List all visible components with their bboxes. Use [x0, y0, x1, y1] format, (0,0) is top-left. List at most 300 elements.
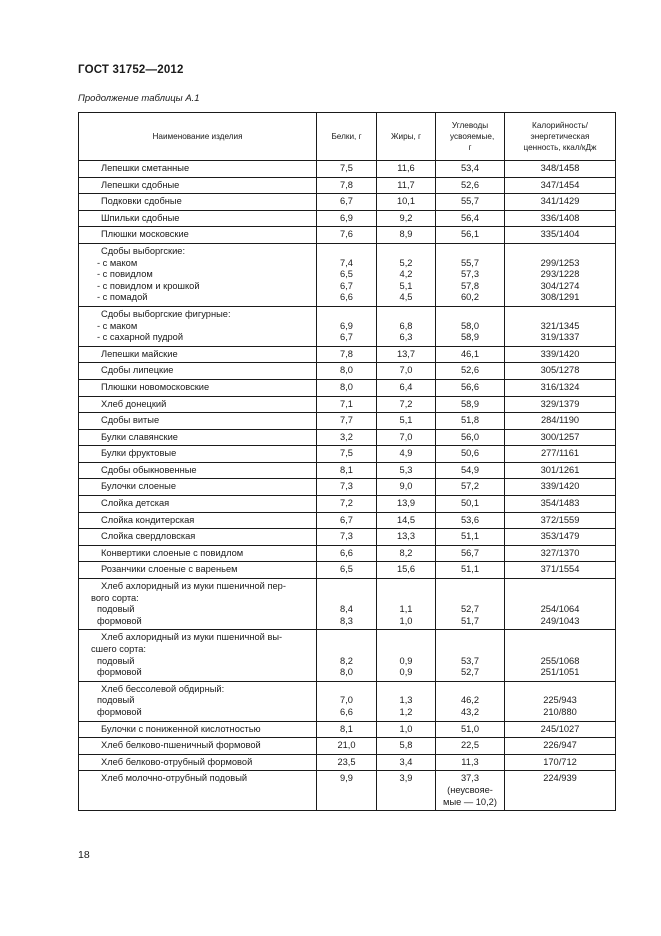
table-row	[79, 396, 616, 413]
cell-fat	[377, 396, 436, 413]
value-line: 329/1379	[540, 398, 580, 409]
value-line: 4,5	[399, 292, 413, 303]
table-row	[79, 529, 616, 546]
cell-fat	[377, 177, 436, 194]
cell-fat	[377, 227, 436, 244]
cell-fat	[377, 754, 436, 771]
cell-name	[79, 754, 317, 771]
value-line: мые — 10,2)	[443, 796, 497, 807]
cell-protein	[317, 681, 377, 721]
value-line: 58,9	[460, 398, 480, 409]
cell-carbs	[436, 562, 505, 579]
table-row	[79, 413, 616, 430]
value-line	[440, 644, 500, 656]
cell-protein	[317, 243, 377, 306]
value-line: 371/1554	[540, 564, 580, 575]
value-line: 7,6	[340, 229, 353, 240]
value-line: 6,8	[399, 320, 413, 331]
column-header-energy: Калорийность/ энергетическая ценность, ккал/кДж	[505, 113, 616, 161]
value-line: 13,3	[396, 531, 416, 542]
cell-name	[79, 562, 317, 579]
cell-energy	[505, 496, 616, 513]
table-row	[79, 545, 616, 562]
table-row	[79, 579, 616, 630]
value-line: (неусвояе-	[447, 784, 493, 795]
cell-protein	[317, 562, 377, 579]
value-line: 56,0	[460, 431, 480, 442]
cell-name	[79, 413, 317, 430]
cell-protein	[317, 396, 377, 413]
value-line: 9,2	[399, 212, 413, 223]
value-line: 51,0	[460, 723, 480, 734]
value-line: 56,7	[460, 547, 480, 558]
value-line: 301/1261	[540, 464, 580, 475]
table-row	[79, 243, 616, 306]
cell-carbs	[436, 579, 505, 630]
table-row	[79, 429, 616, 446]
value-line	[440, 632, 500, 644]
cell-energy	[505, 721, 616, 738]
table-row	[79, 227, 616, 244]
value-line	[440, 246, 500, 258]
product-name-line: Хлеб ахлоридный из муки пшеничной вы-	[101, 632, 283, 643]
product-name-line: - с повидлом	[97, 269, 153, 280]
cell-carbs	[436, 496, 505, 513]
value-line: 6,6	[340, 706, 353, 717]
table-caption: Продолжение таблицы А.1	[78, 93, 200, 104]
value-line	[440, 684, 500, 696]
cell-energy	[505, 396, 616, 413]
value-line: 54,9	[460, 464, 480, 475]
value-line: 11,7	[397, 179, 415, 190]
column-header-carbs: Углеводы усвояемые, г	[436, 113, 505, 161]
product-name-line: Хлеб ахлоридный из муки пшеничной пер-	[101, 581, 286, 592]
product-name-line: Хлеб белково-отрубный формовой	[101, 756, 253, 767]
page-number: 18	[78, 849, 90, 861]
value-line: 170/712	[543, 756, 577, 767]
value-line: 5,3	[399, 464, 413, 475]
cell-protein	[317, 177, 377, 194]
cell-name	[79, 346, 317, 363]
value-line: 6,5	[340, 564, 353, 575]
value-line: 6,7	[340, 514, 353, 525]
value-line: 3,2	[340, 431, 353, 442]
value-line: 58,9	[460, 332, 480, 343]
value-line: 6,7	[340, 280, 353, 291]
value-line: 52,7	[460, 604, 480, 615]
table-row	[79, 754, 616, 771]
value-line: 52,6	[460, 365, 480, 376]
value-line: 354/1483	[540, 498, 580, 509]
value-line	[321, 632, 372, 644]
value-line: 51,7	[460, 615, 480, 626]
value-line: 5,2	[399, 257, 413, 268]
cell-carbs	[436, 379, 505, 396]
value-line: 4,9	[399, 448, 413, 459]
value-line	[440, 309, 500, 321]
value-line: 255/1068	[540, 655, 580, 666]
value-line: 11,3	[461, 756, 479, 767]
cell-carbs	[436, 227, 505, 244]
table-row	[79, 306, 616, 346]
cell-carbs	[436, 771, 505, 811]
value-line: 293/1228	[540, 269, 580, 280]
value-line: 7,1	[340, 398, 353, 409]
cell-fat	[377, 579, 436, 630]
value-line: 50,6	[460, 448, 480, 459]
cell-energy	[505, 738, 616, 755]
value-line	[381, 644, 431, 656]
value-line: 5,1	[399, 415, 413, 426]
table-row	[79, 479, 616, 496]
product-name-line: Сдобы обыкновенные	[101, 464, 197, 475]
value-line: 7,7	[340, 415, 353, 426]
cell-energy	[505, 210, 616, 227]
product-name-line: Сдобы выборгские:	[101, 245, 186, 256]
value-line	[509, 309, 611, 321]
cell-energy	[505, 161, 616, 178]
cell-fat	[377, 306, 436, 346]
cell-protein	[317, 754, 377, 771]
product-name-line: Хлеб белково-пшеничный формовой	[101, 740, 261, 751]
cell-protein	[317, 161, 377, 178]
value-line	[381, 581, 431, 593]
product-name-line: формовой	[97, 706, 142, 717]
value-line: 56,4	[460, 212, 480, 223]
table-row	[79, 446, 616, 463]
cell-carbs	[436, 738, 505, 755]
cell-name	[79, 579, 317, 630]
cell-energy	[505, 512, 616, 529]
value-line	[381, 246, 431, 258]
cell-carbs	[436, 545, 505, 562]
cell-energy	[505, 194, 616, 211]
value-line: 56,1	[460, 229, 480, 240]
table-header-row	[79, 113, 616, 161]
cell-protein	[317, 545, 377, 562]
table-row	[79, 630, 616, 681]
cell-carbs	[436, 630, 505, 681]
cell-carbs	[436, 479, 505, 496]
value-line: 10,1	[396, 196, 416, 207]
cell-name	[79, 681, 317, 721]
value-line: 0,9	[399, 667, 413, 678]
value-line: 1,1	[399, 604, 413, 615]
cell-fat	[377, 721, 436, 738]
value-line: 347/1454	[540, 179, 580, 190]
value-line: 53,4	[460, 163, 480, 173]
value-line: 284/1190	[540, 415, 580, 426]
cell-energy	[505, 363, 616, 380]
table-row	[79, 721, 616, 738]
value-line: 6,9	[340, 212, 353, 223]
product-name-line: Булочки с пониженной кислотностью	[101, 723, 261, 734]
cell-protein	[317, 363, 377, 380]
cell-carbs	[436, 413, 505, 430]
product-name-line: Плюшки новомосковские	[101, 381, 210, 392]
value-line: 210/880	[543, 706, 577, 717]
value-line: 8,9	[399, 229, 413, 240]
value-line: 57,8	[460, 280, 480, 291]
cell-energy	[505, 462, 616, 479]
cell-name	[79, 396, 317, 413]
value-line: 53,6	[460, 514, 480, 525]
value-line	[321, 246, 372, 258]
value-line: 55,7	[460, 257, 480, 268]
value-line: 8,0	[340, 365, 353, 376]
cell-energy	[505, 413, 616, 430]
value-line: 7,4	[340, 257, 353, 268]
value-line: 53,7	[460, 655, 480, 666]
value-line: 327/1370	[540, 547, 580, 558]
cell-carbs	[436, 721, 505, 738]
cell-protein	[317, 771, 377, 811]
cell-protein	[317, 496, 377, 513]
cell-energy	[505, 379, 616, 396]
value-line: 7,8	[340, 348, 353, 359]
cell-carbs	[436, 306, 505, 346]
cell-name	[79, 479, 317, 496]
value-line: 7,5	[340, 448, 353, 459]
product-name-line: сшего сорта:	[91, 644, 147, 654]
product-name-line: подовый	[97, 604, 135, 615]
value-line: 57,2	[460, 481, 480, 492]
product-name-line: Сдобы липецкие	[101, 365, 174, 376]
value-line: 22,5	[460, 740, 480, 751]
value-line: 245/1027	[540, 723, 580, 734]
value-line: 8,0	[340, 667, 353, 678]
cell-name	[79, 496, 317, 513]
cell-fat	[377, 210, 436, 227]
value-line: 50,1	[460, 498, 480, 509]
cell-protein	[317, 379, 377, 396]
cell-carbs	[436, 177, 505, 194]
cell-name	[79, 363, 317, 380]
value-line: 14,5	[396, 514, 416, 525]
value-line: 51,1	[460, 531, 480, 542]
value-line: 11,6	[397, 163, 415, 173]
cell-energy	[505, 227, 616, 244]
product-name-line: Хлеб бессолевой обдирный:	[101, 683, 225, 694]
value-line	[321, 581, 372, 593]
table-row	[79, 346, 616, 363]
value-line: 321/1345	[540, 320, 580, 331]
cell-name	[79, 194, 317, 211]
product-name-line: Лепешки майские	[101, 348, 178, 359]
product-name-line: Лепешки сдобные	[101, 179, 180, 190]
cell-carbs	[436, 446, 505, 463]
cell-name	[79, 379, 317, 396]
cell-carbs	[436, 754, 505, 771]
cell-protein	[317, 479, 377, 496]
value-line: 249/1043	[540, 615, 580, 626]
cell-fat	[377, 363, 436, 380]
cell-energy	[505, 562, 616, 579]
value-line: 46,1	[460, 348, 480, 359]
cell-fat	[377, 194, 436, 211]
cell-fat	[377, 512, 436, 529]
value-line: 8,2	[340, 655, 353, 666]
cell-carbs	[436, 210, 505, 227]
cell-fat	[377, 346, 436, 363]
cell-energy	[505, 446, 616, 463]
product-name-line: - с помадой	[97, 292, 148, 303]
cell-fat	[377, 243, 436, 306]
table-row	[79, 194, 616, 211]
cell-fat	[377, 446, 436, 463]
cell-energy	[505, 545, 616, 562]
value-line: 7,5	[340, 163, 353, 173]
product-name-line: Сдобы выборгские фигурные:	[101, 308, 231, 319]
value-line	[381, 309, 431, 321]
cell-carbs	[436, 681, 505, 721]
cell-name	[79, 446, 317, 463]
cell-energy	[505, 479, 616, 496]
cell-carbs	[436, 462, 505, 479]
value-line: 353/1479	[540, 531, 580, 542]
cell-name	[79, 771, 317, 811]
cell-carbs	[436, 363, 505, 380]
cell-fat	[377, 771, 436, 811]
cell-fat	[377, 462, 436, 479]
value-line: 57,3	[460, 269, 480, 280]
cell-protein	[317, 630, 377, 681]
cell-name	[79, 306, 317, 346]
cell-fat	[377, 681, 436, 721]
value-line: 13,7	[396, 348, 416, 359]
nutrition-table	[78, 112, 616, 811]
cell-name	[79, 545, 317, 562]
product-name-line: формовой	[97, 615, 142, 626]
value-line	[381, 684, 431, 696]
value-line: 7,0	[399, 431, 413, 442]
product-name-line: - с маком	[97, 320, 138, 331]
product-name-line: подовый	[97, 655, 135, 666]
product-name-line: Конвертики слоеные с повидлом	[101, 547, 244, 558]
table-row	[79, 210, 616, 227]
cell-protein	[317, 194, 377, 211]
table-row	[79, 177, 616, 194]
value-line: 21,0	[337, 740, 356, 751]
cell-name	[79, 738, 317, 755]
cell-fat	[377, 161, 436, 178]
value-line	[509, 684, 611, 696]
value-line	[440, 593, 500, 605]
value-line: 300/1257	[540, 431, 580, 442]
value-line: 1,3	[399, 695, 413, 706]
value-line: 3,4	[399, 756, 413, 767]
value-line: 60,2	[460, 292, 480, 303]
table-row	[79, 462, 616, 479]
cell-name	[79, 243, 317, 306]
product-name-line: Слойка детская	[101, 498, 170, 509]
product-name-line: - с сахарной пудрой	[97, 332, 184, 343]
cell-name	[79, 721, 317, 738]
value-line: 46,2	[460, 695, 480, 706]
value-line: 6,7	[340, 196, 353, 207]
cell-name	[79, 429, 317, 446]
value-line: 5,1	[399, 280, 413, 291]
document-header: ГОСТ 31752—2012	[78, 64, 184, 76]
value-line: 348/1458	[540, 163, 580, 173]
product-name-line: вого сорта:	[91, 592, 139, 603]
cell-carbs	[436, 243, 505, 306]
cell-protein	[317, 446, 377, 463]
table-row	[79, 512, 616, 529]
table-row	[79, 161, 616, 178]
cell-fat	[377, 562, 436, 579]
product-name-line: Слойка кондитерская	[101, 514, 195, 525]
value-line: 225/943	[543, 695, 577, 706]
value-line: 277/1161	[540, 448, 580, 459]
value-line: 51,1	[460, 564, 480, 575]
product-name-line: Булочки слоеные	[101, 481, 177, 492]
value-line: 7,8	[340, 179, 353, 190]
product-name-line: Шпильки сдобные	[101, 212, 180, 223]
value-line: 6,9	[340, 320, 353, 331]
cell-protein	[317, 413, 377, 430]
cell-protein	[317, 346, 377, 363]
value-line: 8,1	[340, 723, 353, 734]
value-line: 13,9	[396, 498, 416, 509]
value-line: 8,1	[340, 464, 353, 475]
cell-energy	[505, 177, 616, 194]
value-line: 372/1559	[540, 514, 580, 525]
value-line: 6,7	[340, 332, 353, 343]
value-line	[321, 684, 372, 696]
product-name-line: формовой	[97, 667, 142, 678]
cell-carbs	[436, 161, 505, 178]
cell-energy	[505, 346, 616, 363]
value-line: 0,9	[399, 655, 413, 666]
cell-carbs	[436, 396, 505, 413]
cell-name	[79, 210, 317, 227]
value-line: 7,0	[399, 365, 413, 376]
cell-protein	[317, 462, 377, 479]
product-name-line: Подковки сдобные	[101, 196, 182, 207]
value-line: 6,4	[399, 381, 413, 392]
table-row	[79, 562, 616, 579]
cell-name	[79, 630, 317, 681]
product-name-line: Плюшки московские	[101, 229, 189, 240]
table-row	[79, 379, 616, 396]
value-line: 339/1420	[540, 348, 580, 359]
cell-carbs	[436, 346, 505, 363]
cell-fat	[377, 496, 436, 513]
product-name-line: Булки славянские	[101, 431, 178, 442]
column-header-protein: Белки, г	[317, 113, 377, 161]
product-name-line: Розанчики слоеные с вареньем	[101, 564, 238, 575]
value-line	[381, 593, 431, 605]
value-line: 299/1253	[540, 257, 580, 268]
value-line	[509, 581, 611, 593]
value-line: 52,6	[460, 179, 480, 190]
value-line: 305/1278	[540, 365, 580, 376]
value-line: 341/1429	[540, 196, 580, 207]
cell-protein	[317, 579, 377, 630]
value-line: 51,8	[460, 415, 480, 426]
value-line: 9,9	[340, 773, 353, 784]
value-line: 37,3	[460, 773, 480, 784]
value-line: 7,3	[340, 481, 353, 492]
table-row	[79, 771, 616, 811]
cell-energy	[505, 579, 616, 630]
cell-fat	[377, 379, 436, 396]
value-line: 7,0	[340, 695, 353, 706]
product-name-line: Лепешки сметанные	[101, 163, 190, 173]
product-name-line: - с повидлом и крошкой	[97, 280, 200, 291]
cell-name	[79, 177, 317, 194]
